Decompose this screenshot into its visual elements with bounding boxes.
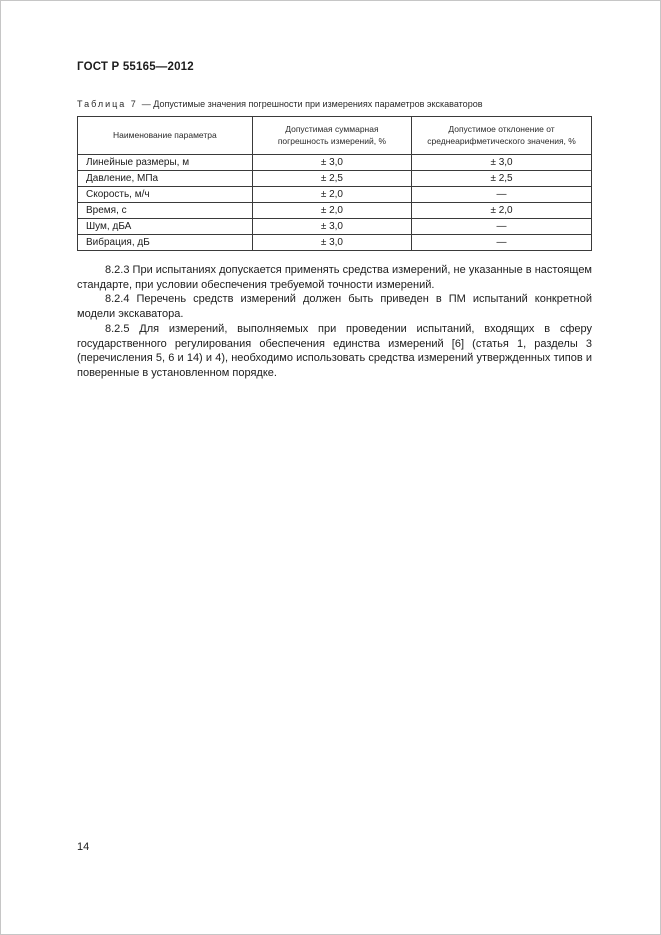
- cell-deviation: ± 3,0: [412, 155, 592, 171]
- column-header-parameter: Наименование параметра: [78, 117, 253, 155]
- cell-deviation: —: [412, 187, 592, 203]
- tolerances-table: [77, 116, 592, 251]
- table-row: [78, 219, 592, 235]
- paragraph-8-2-4: 8.2.4 Перечень средств измерений должен быть приведен в ПМ испытаний конкретной модели экскаватора.: [77, 293, 592, 321]
- table-caption: [77, 99, 592, 109]
- cell-deviation: ± 2,0: [412, 203, 592, 219]
- cell-total-error: ± 3,0: [252, 219, 411, 235]
- column-header-total-error: Допустимая суммарная погрешность измерений, %: [252, 117, 411, 155]
- document-header: ГОСТ Р 55165—2012: [77, 61, 194, 73]
- paragraph-8-2-5: 8.2.5 Для измерений, выполняемых при проведении испытаний, входящих в сферу государственного регулирования обеспечения единства измерений [6] (статья 1, разделы 3 (перечисления 5, 6 и 14) и 4), необходимо использовать средства измерений утвержденных типов и поверенные в установленном порядке.: [77, 322, 592, 380]
- cell-deviation: —: [412, 235, 592, 251]
- table-header-row: [78, 117, 592, 155]
- table-caption-label: Таблица 7: [77, 99, 138, 109]
- table-row: [78, 235, 592, 251]
- cell-deviation: —: [412, 219, 592, 235]
- cell-total-error: ± 2,5: [252, 171, 411, 187]
- cell-parameter: Скорость, м/ч: [78, 187, 253, 203]
- column-header-deviation: Допустимое отклонение от среднеарифметического значения, %: [412, 117, 592, 155]
- cell-parameter: Линейные размеры, м: [78, 155, 253, 171]
- page-content: [77, 61, 592, 381]
- cell-total-error: ± 3,0: [252, 235, 411, 251]
- cell-parameter: Давление, МПа: [78, 171, 253, 187]
- table-caption-text: — Допустимые значения погрешности при измерениях параметров экскаваторов: [141, 99, 483, 109]
- cell-deviation: ± 2,5: [412, 171, 592, 187]
- cell-total-error: ± 2,0: [252, 187, 411, 203]
- cell-parameter: Время, с: [78, 203, 253, 219]
- paragraph-8-2-3: 8.2.3 При испытаниях допускается применять средства измерений, не указанные в настоящем стандарте, при условии обеспечения требуемой точности измерений.: [77, 264, 592, 291]
- cell-total-error: ± 3,0: [252, 155, 411, 171]
- page-number: 14: [77, 841, 90, 853]
- table-row: [78, 155, 592, 171]
- cell-total-error: ± 2,0: [252, 203, 411, 219]
- table-row: [78, 203, 592, 219]
- table-row: [78, 171, 592, 187]
- body-text-block: [77, 263, 592, 381]
- table-row: [78, 187, 592, 203]
- cell-parameter: Шум, дБА: [78, 219, 253, 235]
- cell-parameter: Вибрация, дБ: [78, 235, 253, 251]
